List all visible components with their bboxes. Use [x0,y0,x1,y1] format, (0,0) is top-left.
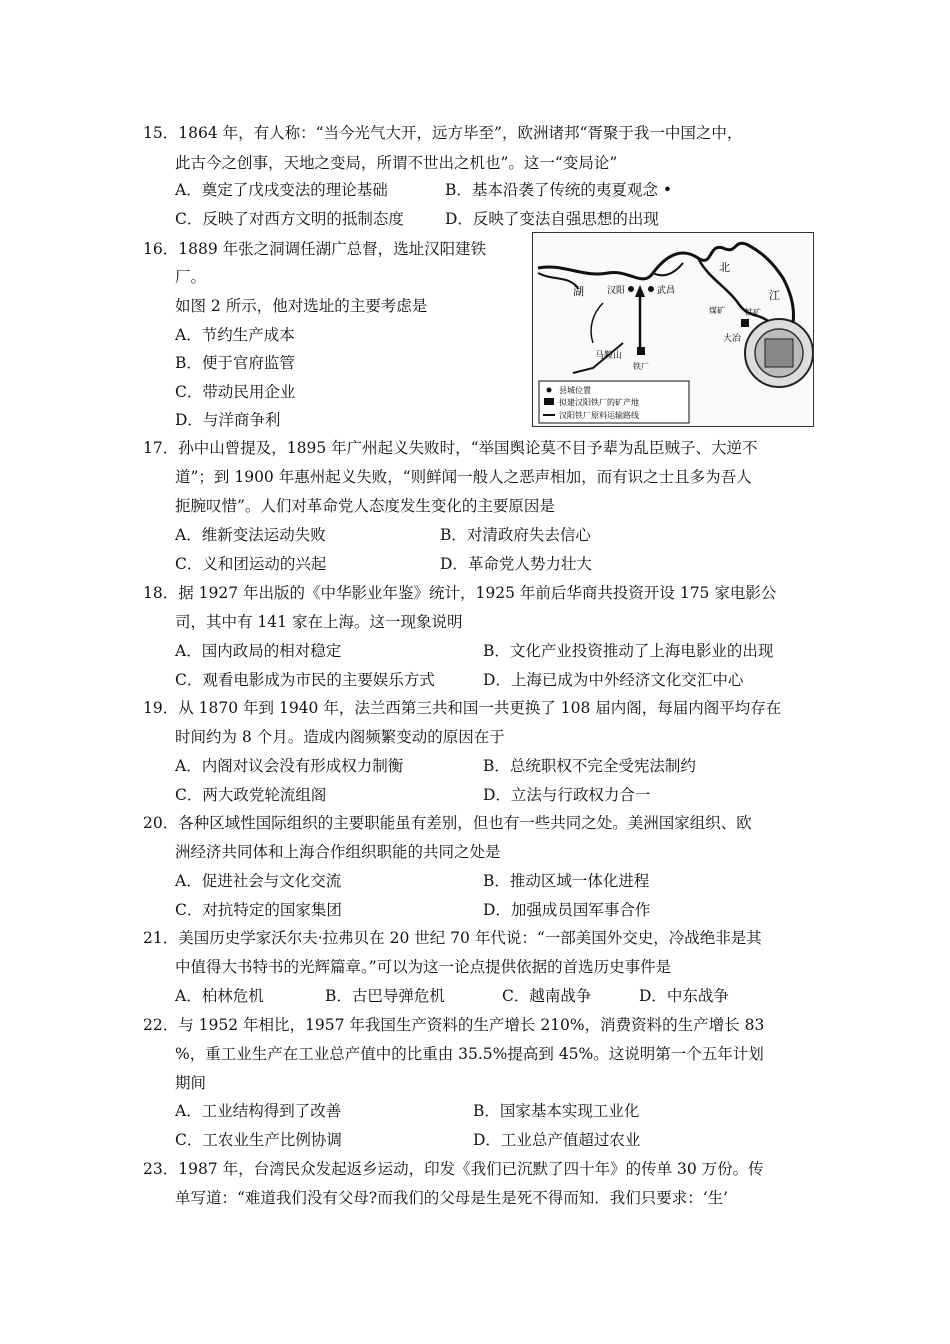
option-d[interactable]: D．革命党人势力壮大 [440,555,592,573]
option-a[interactable]: A．节约生产成本 [175,326,295,344]
question-line: 23．1987 年，台湾民众发起返乡运动，印发《我们已沉默了四十年》的传单 30 万份。传 [143,1160,764,1178]
map-label-daye: 大冶 [723,334,742,344]
option-b[interactable]: B．对清政府失去信心 [440,526,591,544]
option-a[interactable]: A．工业结构得到了改善 [175,1102,342,1120]
option-c[interactable]: C．带动民用企业 [175,383,296,401]
option-c[interactable]: C．反映了对西方文明的抵制态度 [175,210,404,228]
question-line: 扼腕叹惜”。人们对革命党人态度发生变化的主要原因是 [175,497,555,515]
option-a[interactable]: A．内阁对议会没有形成权力制衡 [175,757,404,775]
map-label-hu: 湖 [573,285,584,298]
question-number: 16． [143,240,179,258]
question-line: 17．孙中山曾提及，1895 年广州起义失败时，“举国舆论莫不目予辈为乱臣贼子、大逆不 [143,439,758,457]
map-label-tiekuang: 铁矿 [745,308,761,317]
question-number: 21． [143,929,179,947]
question-number: 23． [143,1160,179,1178]
option-b[interactable]: B．便于官府监管 [175,354,295,372]
question-line: 时间约为 8 个月。造成内阁频繁变动的原因在于 [175,728,505,746]
legend-dot-icon [547,388,552,393]
question-number: 20． [143,814,179,832]
option-a[interactable]: A．维新变法运动失败 [175,526,326,544]
option-d[interactable]: D．工业总产值超过农业 [473,1131,641,1149]
map-label-bei: 北 [719,261,730,274]
option-c[interactable]: C．对抗特定的国家集团 [175,901,342,919]
question-line: 20．各种区域性国际组织的主要职能虽有差别，但也有一些共同之处。美洲国家组织、欧 [143,814,752,832]
question-line: 15．1864 年，有人称：“当今光气大开，远方毕至”，欧洲诸邦“胥聚于我一中国之中， [143,124,743,142]
question-line: 道”；到 1900 年惠州起义失败，“则鲜闻一般人之恶声相加，而有识之士且多为吾人 [175,468,752,486]
option-b[interactable]: B．基本沿袭了传统的夷夏观念 • [445,181,672,199]
option-a[interactable]: A．促进社会与文化交流 [175,872,342,890]
legend-item: 拟建汉阳铁厂的矿产地 [559,398,639,407]
question-number: 17． [143,439,179,457]
question-line: 16．1889 年张之洞调任湖广总督，选址汉阳建铁 [143,240,487,258]
map-label-tiechang: 铁厂 [633,362,649,371]
question-line: 22．与 1952 年相比，1957 年我国生产资料的生产增长 210%，消费资料的生产增长 83 [143,1016,765,1034]
option-d[interactable]: D．与洋商争利 [175,411,281,429]
map-label-wuchang: 武昌 [657,286,676,296]
option-d[interactable]: D．上海已成为中外经济文化交汇中心 [483,671,744,689]
question-line: 此古今之创事，天地之变局，所谓不世出之机也”。这一“变局论” [175,154,618,172]
map-drawing [533,233,813,426]
option-d[interactable]: D．中东战争 [639,987,729,1005]
question-line: 21．美国历史学家沃尔夫·拉弗贝在 20 世纪 70 年代说：“一部美国外交史，冷战绝非是其 [143,929,762,947]
question-line: 洲经济共同体和上海合作组织职能的共同之处是 [175,843,501,861]
option-a[interactable]: A．奠定了戊戌变法的理论基础 [175,181,388,199]
option-a[interactable]: A．国内政局的相对稳定 [175,642,342,660]
question-number: 15． [143,124,179,142]
question-line: 期间 [175,1074,207,1092]
question-number: 18． [143,584,179,602]
option-c[interactable]: C．义和团运动的兴起 [175,555,327,573]
legend-item: 县城位置 [559,386,591,395]
question-line: %，重工业生产在工业总产值中的比重由 35.5%提高到 45%。这说明第一个五年计划 [175,1045,764,1063]
map-label-maanshan: 马鞍山 [595,351,623,361]
option-b[interactable]: B．古巴导弹危机 [325,987,445,1005]
question-number: 19． [143,699,179,717]
question-line: 18．据 1927 年出版的《中华影业年鉴》统计，1925 年前后华商共投资开设 175 家电影公 [143,584,777,602]
option-c[interactable]: C．观看电影成为市民的主要娱乐方式 [175,671,435,689]
option-b[interactable]: B．国家基本实现工业化 [473,1102,640,1120]
option-c[interactable]: C．越南战争 [502,987,592,1005]
legend-square-icon [544,398,554,405]
figure-2-map [532,232,814,427]
question-line: 如图 2 所示，他对选址的主要考虑是 [175,297,428,315]
option-b[interactable]: B．总统职权不完全受宪法制约 [483,757,696,775]
question-line: 司，其中有 141 家在上海。这一现象说明 [175,613,463,631]
map-label-hanyang: 汉阳 [607,286,626,296]
option-b[interactable]: B．文化产业投资推动了上海电影业的出现 [483,642,774,660]
option-d[interactable]: D．立法与行政权力合一 [483,786,651,804]
option-a[interactable]: A．柏林危机 [175,987,264,1005]
option-b[interactable]: B．推动区域一体化进程 [483,872,650,890]
option-c[interactable]: C．两大政党轮流组阁 [175,786,327,804]
option-c[interactable]: C．工农业生产比例协调 [175,1131,342,1149]
question-line: 19．从 1870 年到 1940 年，法兰西第三共和国一共更换了 108 届内阁，每届内阁平均存在 [143,699,782,717]
question-number: 22． [143,1016,179,1034]
option-d[interactable]: D．反映了变法自强思想的出现 [445,210,659,228]
option-d[interactable]: D．加强成员国军事合作 [483,901,651,919]
legend-item: 汉阳铁厂原料运输路线 [559,411,639,420]
question-line: 中值得大书特书的光辉篇章。”可以为这一论点提供依据的首选历史事件是 [175,958,672,976]
map-label-meikuang: 煤矿 [709,306,725,315]
question-line: 厂。 [175,268,207,286]
map-label-jiang: 江 [769,289,780,302]
question-line: 单写道：“难道我们没有父母?而我们的父母是生是死不得而知．我们只要求：‘生’ [175,1189,729,1207]
